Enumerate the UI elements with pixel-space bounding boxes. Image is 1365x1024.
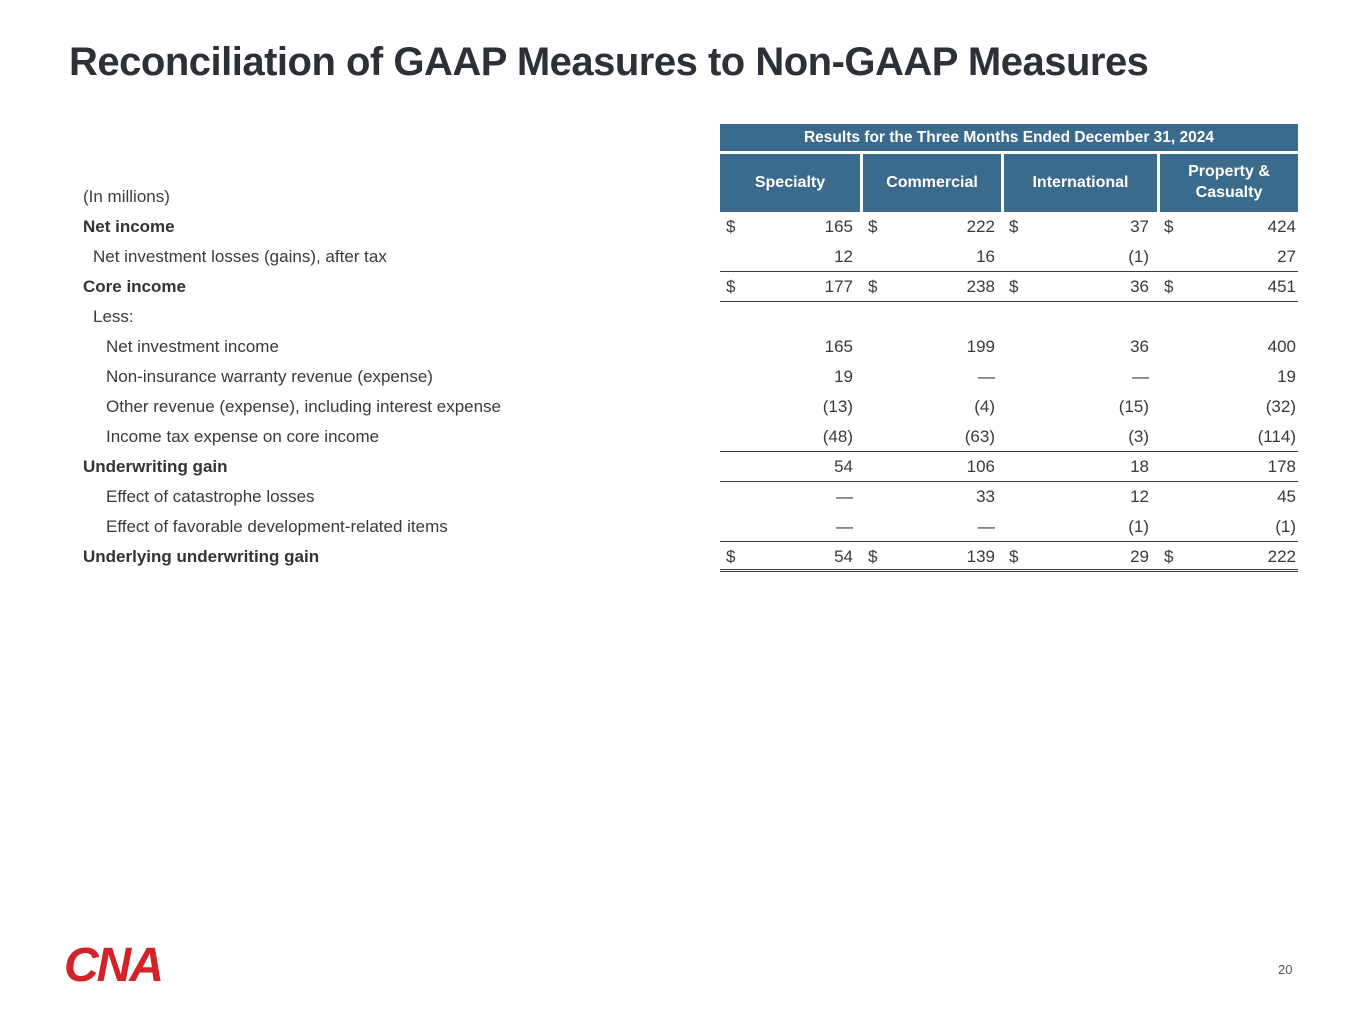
table-row — [83, 482, 1298, 512]
column-header-international: International — [1004, 154, 1157, 212]
value: — — [978, 367, 995, 386]
value: (4) — [974, 397, 995, 416]
row-values — [720, 422, 1298, 452]
value-cell — [1158, 542, 1298, 569]
table-row — [83, 542, 1298, 572]
row-values — [720, 242, 1298, 272]
value-cell — [861, 302, 1002, 332]
value: 54 — [834, 547, 853, 566]
row-label: Underwriting gain — [83, 457, 228, 476]
value: 19 — [1277, 367, 1296, 386]
value-cell — [1002, 212, 1158, 242]
value: 177 — [824, 277, 853, 296]
value: 36 — [1130, 277, 1149, 296]
value-cell — [861, 212, 1002, 242]
value: 222 — [966, 217, 995, 236]
table-period-header: Results for the Three Months Ended December 31, 2024 — [720, 124, 1298, 151]
value-cell — [861, 482, 1002, 512]
value-cell — [861, 392, 1002, 422]
value: 54 — [834, 457, 853, 476]
value: 33 — [976, 487, 995, 506]
value-cell — [1002, 392, 1158, 422]
value-cell — [720, 242, 861, 271]
value: 400 — [1267, 337, 1296, 356]
value-cell — [861, 512, 1002, 541]
value-cell — [1002, 542, 1158, 569]
value: 222 — [1267, 547, 1296, 566]
column-header-specialty: Specialty — [720, 154, 860, 212]
table-column-headers — [720, 154, 1298, 212]
value-cell — [1002, 362, 1158, 392]
value-cell — [1002, 512, 1158, 541]
value: 238 — [966, 277, 995, 296]
value: (32) — [1265, 397, 1296, 416]
value: 12 — [834, 247, 853, 266]
value-cell — [720, 332, 861, 362]
value-cell — [720, 482, 861, 512]
value: — — [836, 517, 853, 536]
value: (114) — [1257, 427, 1296, 446]
row-values — [720, 272, 1298, 302]
value: (1) — [1275, 517, 1296, 536]
value-cell — [861, 332, 1002, 362]
row-values — [720, 512, 1298, 542]
value: (15) — [1118, 397, 1149, 416]
value-cell — [720, 392, 861, 422]
dollar-sign: $ — [1164, 217, 1174, 236]
value-cell — [720, 212, 861, 242]
row-values — [720, 392, 1298, 422]
value-cell — [1002, 242, 1158, 271]
value-cell — [1158, 482, 1298, 512]
row-values — [720, 542, 1298, 572]
table-row — [83, 302, 1298, 332]
units-label: (In millions) — [83, 187, 170, 206]
value-cell — [861, 362, 1002, 392]
value: 37 — [1130, 217, 1149, 236]
value-cell — [720, 272, 861, 301]
value-cell — [1002, 332, 1158, 362]
value-cell — [720, 542, 861, 569]
row-values — [720, 362, 1298, 392]
dollar-sign: $ — [1164, 547, 1174, 566]
value: 139 — [966, 547, 995, 566]
value-cell — [861, 272, 1002, 301]
value-cell — [1002, 422, 1158, 451]
dollar-sign: $ — [726, 547, 736, 566]
value: 178 — [1267, 457, 1296, 476]
value-cell — [1158, 362, 1298, 392]
row-label: Net investment losses (gains), after tax — [93, 247, 387, 266]
row-label: Net investment income — [106, 337, 279, 356]
value: 16 — [976, 247, 995, 266]
table-row — [83, 272, 1298, 302]
row-label: Other revenue (expense), including interest expense — [106, 397, 502, 416]
dollar-sign: $ — [868, 217, 878, 236]
dollar-sign: $ — [868, 277, 878, 296]
dollar-sign: $ — [726, 217, 736, 236]
value: (13) — [822, 397, 853, 416]
value: 29 — [1130, 547, 1149, 566]
value-cell — [1158, 452, 1298, 481]
row-label: Non-insurance warranty revenue (expense) — [106, 367, 433, 386]
value: — — [836, 487, 853, 506]
value-cell — [720, 512, 861, 541]
dollar-sign: $ — [1009, 277, 1019, 296]
value-cell — [720, 302, 861, 332]
value-cell — [1158, 272, 1298, 301]
value: 36 — [1130, 337, 1149, 356]
value-cell — [720, 362, 861, 392]
row-label: Income tax expense on core income — [106, 427, 380, 446]
table-row — [83, 392, 1298, 422]
row-label: Core income — [83, 277, 186, 296]
reconciliation-table — [83, 212, 1298, 572]
row-values — [720, 212, 1298, 242]
value: (63) — [964, 427, 995, 446]
value-cell — [861, 542, 1002, 569]
value-cell — [720, 452, 861, 481]
cna-logo: CNA — [64, 939, 162, 992]
table-row — [83, 242, 1298, 272]
row-label: Less: — [93, 307, 134, 326]
value: 45 — [1277, 487, 1296, 506]
column-header-property-casualty: Property & Casualty — [1160, 154, 1298, 212]
value: 165 — [824, 217, 853, 236]
value: — — [1132, 367, 1149, 386]
dollar-sign: $ — [1164, 277, 1174, 296]
value: (48) — [822, 427, 853, 446]
value-cell — [1002, 452, 1158, 481]
value: 424 — [1267, 217, 1296, 236]
value-cell — [1158, 512, 1298, 541]
value-cell — [1002, 482, 1158, 512]
row-values — [720, 452, 1298, 482]
value: 19 — [834, 367, 853, 386]
dollar-sign: $ — [1009, 217, 1019, 236]
value-cell — [1158, 302, 1298, 332]
value-cell — [1158, 332, 1298, 362]
value-cell — [1158, 422, 1298, 451]
table-row — [83, 362, 1298, 392]
value: 12 — [1130, 487, 1149, 506]
row-values — [720, 332, 1298, 362]
value-cell — [1002, 302, 1158, 332]
value: 451 — [1267, 277, 1296, 296]
page-number: 20 — [1278, 962, 1293, 977]
page-title: Reconciliation of GAAP Measures to Non-GAAP Measures — [69, 40, 1149, 84]
table-row — [83, 452, 1298, 482]
row-label: Effect of catastrophe losses — [106, 487, 315, 506]
value: (3) — [1128, 427, 1149, 446]
row-label: Net income — [83, 217, 175, 236]
value-cell — [1158, 392, 1298, 422]
table-row — [83, 512, 1298, 542]
table-row — [83, 422, 1298, 452]
value-cell — [720, 422, 861, 451]
value-cell — [1158, 212, 1298, 242]
column-header-commercial: Commercial — [863, 154, 1001, 212]
value-cell — [1002, 272, 1158, 301]
table-row — [83, 332, 1298, 362]
value-cell — [861, 452, 1002, 481]
value: — — [978, 517, 995, 536]
dollar-sign: $ — [726, 277, 736, 296]
value: 106 — [966, 457, 995, 476]
table-row — [83, 212, 1298, 242]
value: (1) — [1128, 517, 1149, 536]
value: 165 — [824, 337, 853, 356]
dollar-sign: $ — [868, 547, 878, 566]
dollar-sign: $ — [1009, 547, 1019, 566]
value-cell — [1158, 242, 1298, 271]
value: (1) — [1128, 247, 1149, 266]
value-cell — [861, 422, 1002, 451]
value-cell — [861, 242, 1002, 271]
value: 18 — [1130, 457, 1149, 476]
row-values — [720, 482, 1298, 512]
row-values — [720, 302, 1298, 332]
row-label: Underlying underwriting gain — [83, 547, 320, 566]
value: 27 — [1277, 247, 1296, 266]
row-label: Effect of favorable development-related items — [106, 517, 448, 536]
value: 199 — [966, 337, 995, 356]
